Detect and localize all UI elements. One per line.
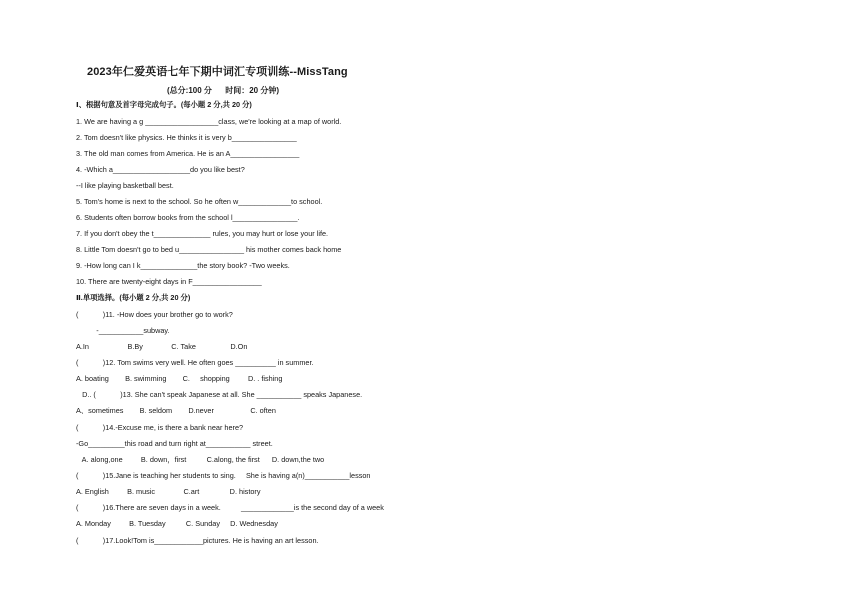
question-line: --I like playing basketball best. (76, 181, 174, 190)
question-line: 7. If you don't obey the t______________ rules, you may hurt or lose your life. (76, 229, 329, 238)
question-line: ( )17.Look!Tom is____________pictures. He is having an art lesson. (76, 536, 319, 545)
options-line: A、sometimes B. seldom D.never C. often (76, 406, 276, 415)
question-line: 9. -How long can I k______________the story book? -Two weeks. (76, 261, 290, 270)
page-title: 2023年仁爱英语七年下期中词汇专项训练--MissTang (87, 66, 348, 78)
question-line: -___________subway. (76, 326, 170, 335)
question-line: 5. Tom's home is next to the school. So he often w_____________to school. (76, 197, 323, 206)
question-line: ( )11. -How does your brother go to work? (76, 310, 233, 319)
section-heading: Ⅰ、根据句意及首字母完成句子。(每小题 2 分,共 20 分) (76, 100, 252, 109)
question-line: D.. ( )13. She can't speak Japanese at all. She ___________ speaks Japanese. (76, 390, 363, 399)
section-heading: Ⅱ.单项选择。(每小题 2 分,共 20 分) (76, 293, 191, 302)
question-line: ( )12. Tom swims very well. He often goes __________ in summer. (76, 358, 314, 367)
question-line: 10. There are twenty-eight days in F_________________ (76, 277, 262, 286)
question-line: ( )15.Jane is teaching her students to sing. She is having a(n)___________lesson (76, 471, 371, 480)
question-line: 4. -Which a___________________do you like best? (76, 165, 245, 174)
options-line: A. English B. music C.art D. history (76, 487, 261, 496)
question-line: 8. Little Tom doesn't go to bed u________________ his mother comes back home (76, 245, 342, 254)
question-line: -Go_________this road and turn right at___________ street. (76, 439, 273, 448)
options-line: A. Monday B. Tuesday C. Sunday D. Wednesday (76, 519, 278, 528)
question-line: 3. The old man comes from America. He is an A_________________ (76, 149, 300, 158)
options-line: A. boating B. swimming C. shopping D. . fishing (76, 374, 283, 383)
options-line: A. along,one B. down，first C.along, the first D. down,the two (76, 455, 325, 464)
question-line: ( )14.-Excuse me, is there a bank near here? (76, 423, 244, 432)
options-line: A.In B.By C. Take D.On (76, 342, 248, 351)
score-time-info: (总分:100 分 时间：20 分钟) (167, 86, 280, 95)
question-line: 2. Tom doesn't like physics. He thinks it is very b________________ (76, 133, 297, 142)
question-line: 6. Students often borrow books from the school l________________. (76, 213, 300, 222)
question-line: ( )16.There are seven days in a week. _____________is the second day of a week (76, 503, 384, 512)
question-line: 1. We are having a g __________________class, we're looking at a map of world. (76, 117, 342, 126)
